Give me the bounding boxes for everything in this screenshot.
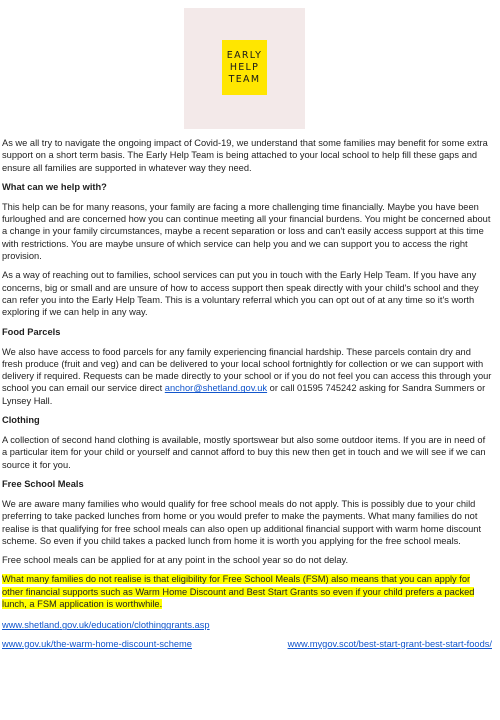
document-body (2, 137, 492, 656)
help-heading: What can we help with? (2, 181, 107, 192)
links-section (2, 619, 492, 650)
clothing-paragraph: A collection of second hand clothing is available, mostly sportswear but also some outdoor items. If you are in need of a particular item for your child or yourself and cannot afford to buy this new then get in touch and we will see if we can source it for you. (2, 435, 486, 470)
email-link[interactable]: anchor@shetland.gov.uk (164, 383, 268, 394)
logo-line-1: EARLY (226, 49, 263, 61)
clothing-heading: Clothing (2, 415, 40, 426)
food-parcels-heading: Food Parcels (2, 326, 61, 337)
fsm-highlight-paragraph (2, 573, 492, 610)
fsm-paragraph-1: We are aware many families who would qualify for free school meals do not apply. This is possibly due to your child preferring to take packed lunches from home or you would prefer to make the payments. What many families do not realise is that qualifying for free school meals can also open up additional financial support with warm home discount scheme. So even if you child takes a packed lunch from home it is worth you applying for the free school meals. (2, 498, 482, 546)
link-row-1 (2, 619, 492, 631)
logo-box (184, 8, 305, 129)
fsm-paragraph-2: Free school meals can be applied for at any point in the school year so do not delay. (2, 555, 349, 566)
food-text-after: or call 01595 745242 asking for Sandra Summers or Lynsey Hall. (2, 383, 486, 406)
fsm-highlight-text: What many families do not realise is that eligibility for Free School Meals (FSM) also means that you can apply for other financial supports such as Warm Home Discount and Best Start Grants so even if your child prefers a packed lunch, a FSM application is worthwhile. (2, 574, 475, 610)
help-paragraph-2: As a way of reaching out to families, school services can put you in touch with the Early Help Team. If you have any concerns, big or small and are unsure of how to access support then speak directly with your child's school and they can refer you into the Early Help Team. This is a voluntary referral which you can opt out of at any time so it's worth exploring if we can help in any way. (2, 270, 479, 318)
intro-paragraph: As we all try to navigate the ongoing impact of Covid-19, we understand that some families may benefit for some extra support on a short term basis. The Early Help Team is being attached to your local school to help fill these gaps and ensure all families are supported in whatever way they need. (2, 138, 488, 173)
warm-home-discount-link[interactable]: www.gov.uk/the-warm-home-discount-scheme (2, 638, 192, 649)
clothing-grants-link[interactable]: www.shetland.gov.uk/education/clothinggrants.asp (2, 620, 210, 631)
logo-line-3: TEAM (228, 73, 261, 85)
early-help-team-logo (222, 40, 267, 95)
link-row-2 (2, 638, 492, 650)
logo-line-2: HELP (229, 61, 260, 73)
best-start-grant-link[interactable]: www.mygov.scot/best-start-grant-best-start-foods/ (287, 638, 492, 649)
help-paragraph-1: This help can be for many reasons, your family are facing a more challenging time financially. Maybe you have been furloughed and are concerned how you can continue meeting all your financial burdens. You might be concerned about a change in your family circumstances, maybe a recent separation or loss and can't easily access support at this time with restrictions. You are maybe unsure of which service can help you and we can support you to access the right provision. (2, 201, 491, 262)
food-parcels-paragraph (2, 346, 492, 407)
free-school-meals-heading: Free School Meals (2, 478, 84, 489)
food-text-before: We also have access to food parcels for any family experiencing financial hardship. These parcels contain dry and fresh produce (fruit and veg) and can be delivered to your local school fortnightly for collection or we can support with delivery if required. Requests can be made directly to your school or if you do not feel you can access this through your school you can email our service direct (2, 346, 492, 394)
